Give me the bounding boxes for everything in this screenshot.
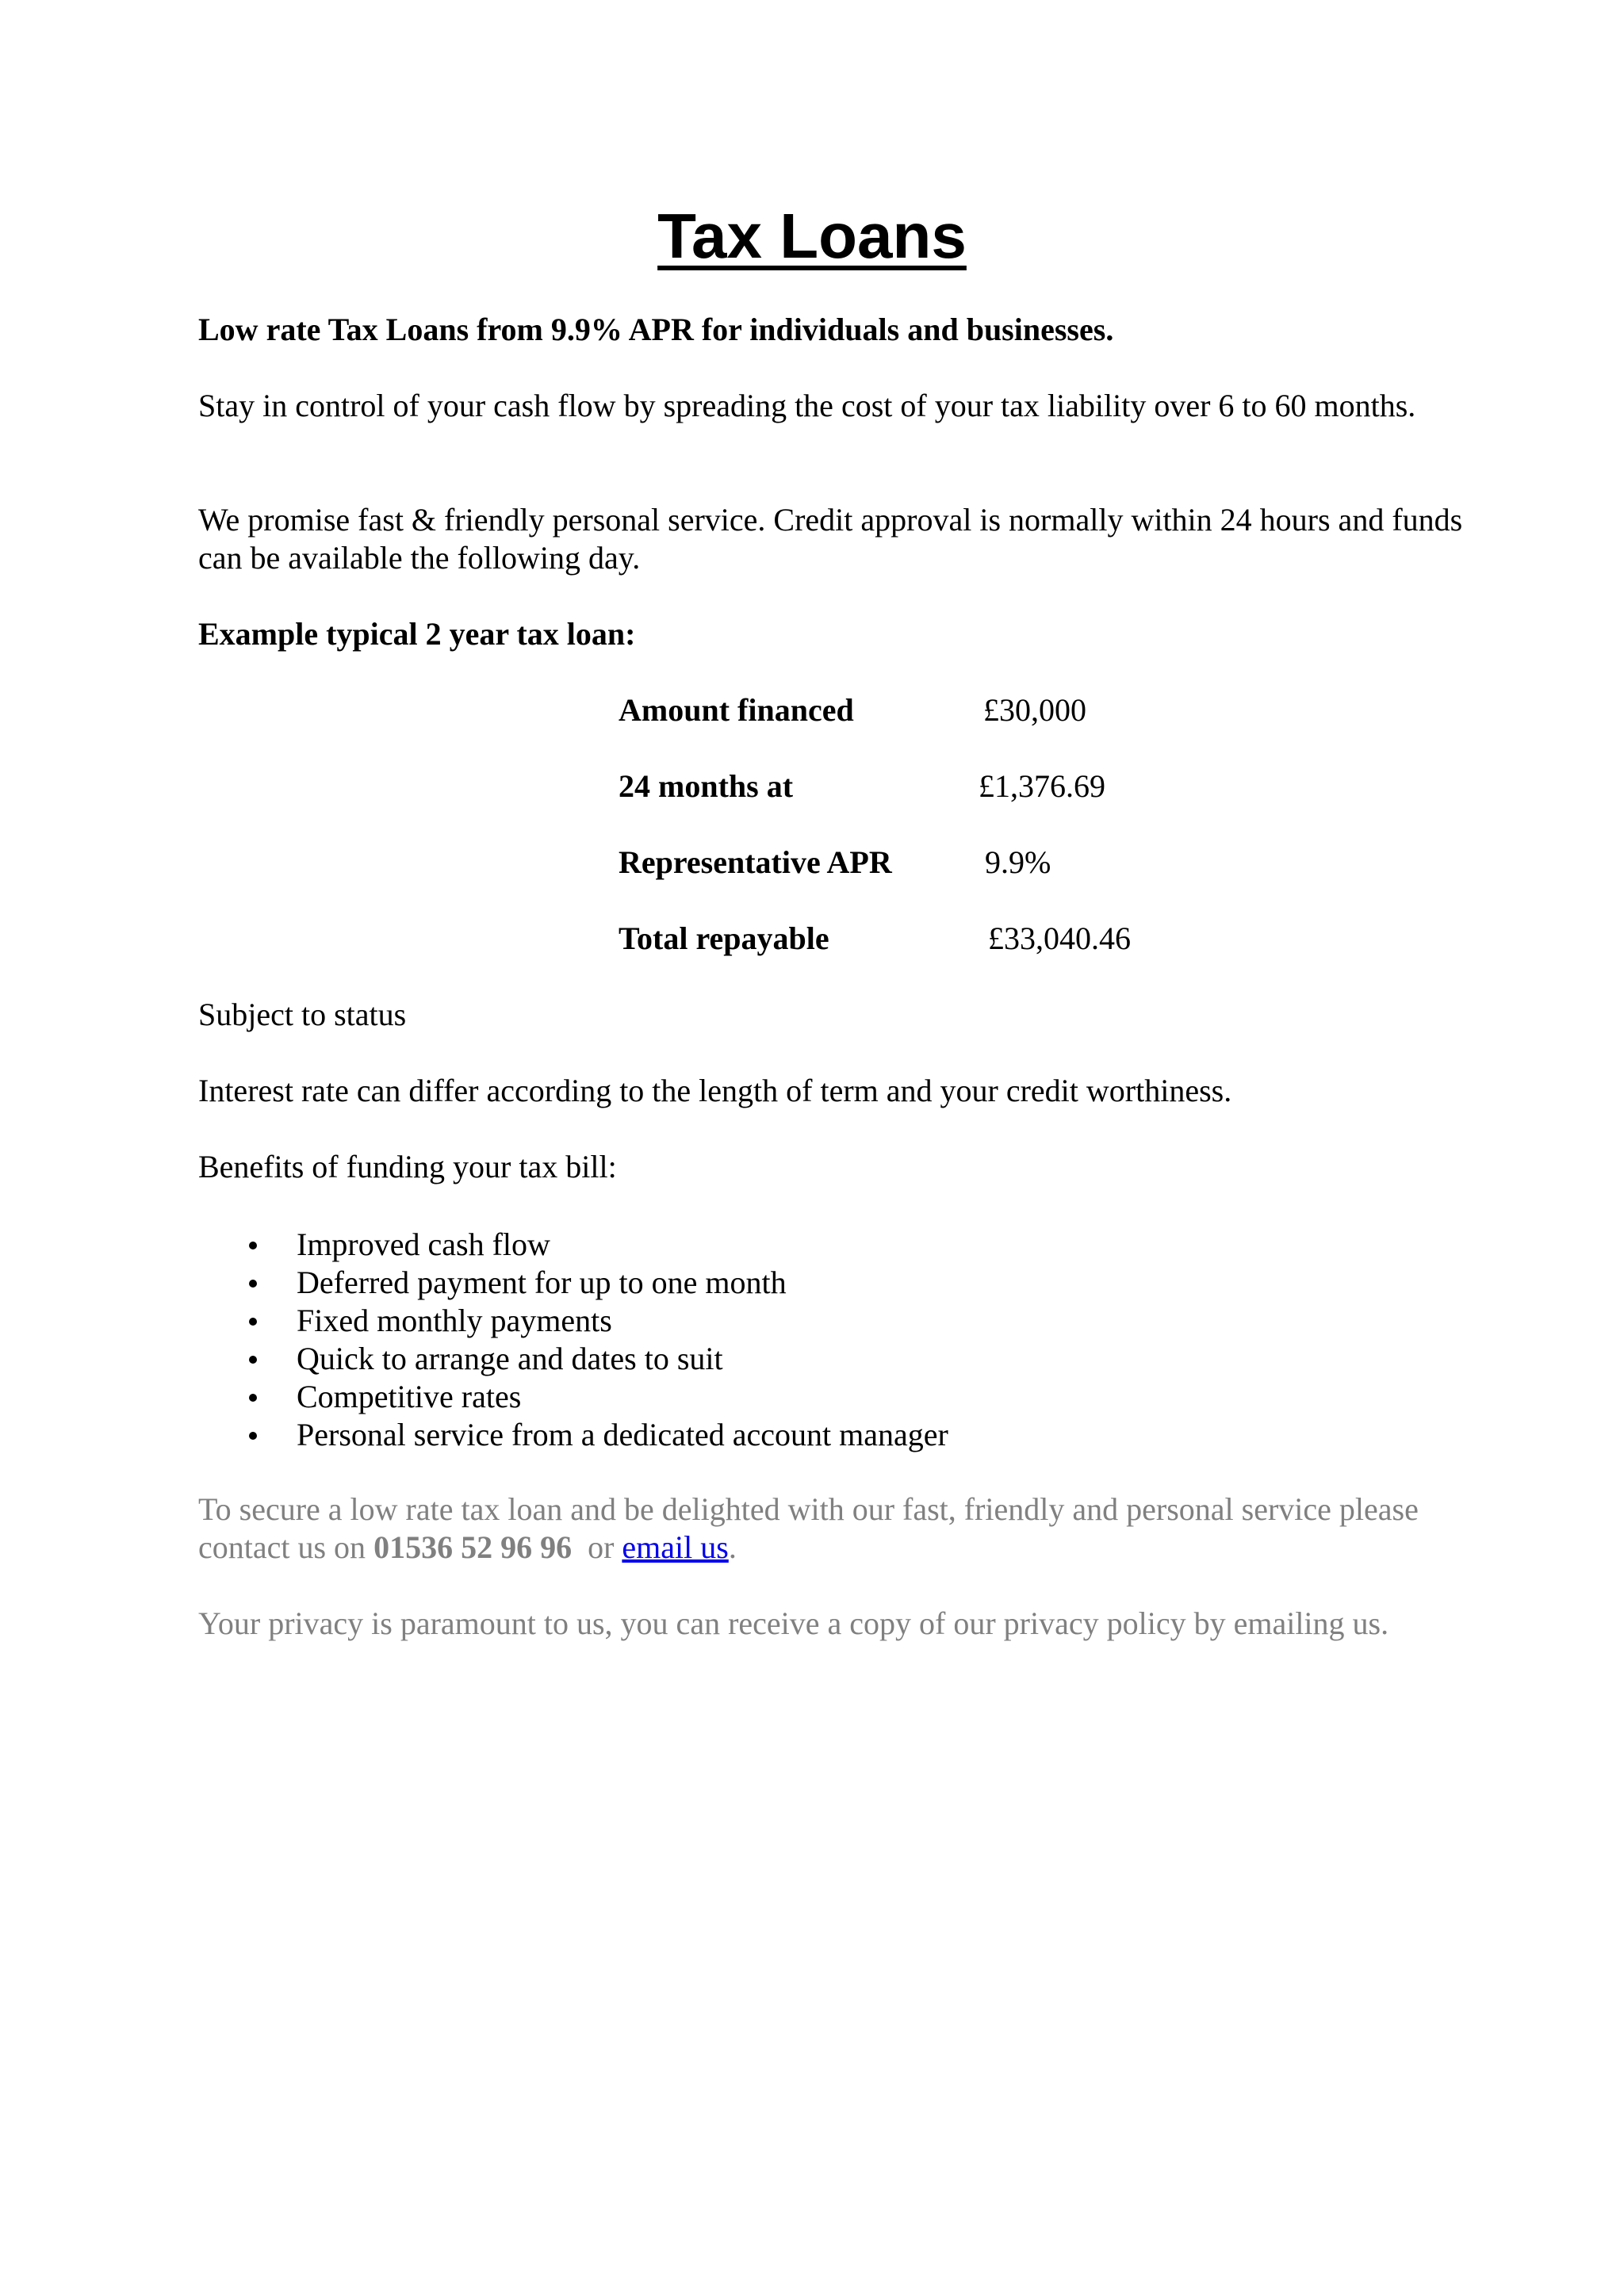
privacy-paragraph: Your privacy is paramount to us, you can receive a copy of our privacy policy by emailing us.: [198, 1605, 1389, 1641]
bullet-icon: [249, 1242, 257, 1249]
example-row-label: Total repayable: [619, 920, 829, 956]
headline: Low rate Tax Loans from 9.9% APR for individuals and businesses.: [198, 312, 1114, 347]
interest-note: Interest rate can differ according to the length of term and your credit worthiness.: [198, 1073, 1232, 1108]
list-item-text: Quick to arrange and dates to suit: [297, 1341, 723, 1376]
benefits-heading: Benefits of funding your tax bill:: [198, 1149, 617, 1184]
bullet-icon: [249, 1280, 257, 1288]
benefits-list: [198, 1226, 1483, 1454]
list-item-text: Personal service from a dedicated account manager: [297, 1417, 948, 1452]
contact-or-text: or: [572, 1529, 622, 1565]
list-item: [198, 1416, 1483, 1454]
contact-phone[interactable]: 01536 52 96 96: [373, 1529, 573, 1565]
example-row-value: £1,376.69: [979, 768, 1105, 804]
paragraph-service: We promise fast & friendly personal service. Credit approval is normally within 24 hours and funds can be available the following day.: [198, 502, 1463, 576]
bullet-icon: [249, 1318, 257, 1326]
contact-intro: To secure a low rate tax loan and be delighted with our fast, friendly and personal service please contact us on: [198, 1491, 1419, 1565]
bullet-icon: [249, 1394, 257, 1402]
bullet-icon: [249, 1356, 257, 1364]
email-us-link[interactable]: email us: [622, 1529, 729, 1565]
example-row-value: 9.9%: [985, 844, 1051, 880]
list-item-text: Improved cash flow: [297, 1226, 550, 1262]
list-item-text: Deferred payment for up to one month: [297, 1265, 787, 1300]
contact-paragraph: [198, 1490, 1483, 1567]
contact-end: .: [728, 1529, 737, 1565]
subject-to-status: Subject to status: [198, 997, 407, 1032]
paragraph-cash-flow: Stay in control of your cash flow by spreading the cost of your tax liability over 6 to 60 months.: [198, 388, 1416, 423]
example-row-amount: [619, 691, 1411, 729]
example-row-label: Representative APR: [619, 844, 892, 880]
example-row-apr: [619, 844, 1411, 882]
list-item-text: Fixed monthly payments: [297, 1303, 612, 1338]
example-heading: Example typical 2 year tax loan:: [198, 616, 636, 652]
page-title: [0, 197, 1624, 276]
example-row-label: 24 months at: [619, 768, 794, 804]
list-item: [198, 1302, 1483, 1340]
list-item-text: Competitive rates: [297, 1379, 522, 1414]
example-row-total: [619, 920, 1411, 958]
page-title-text: Tax Loans: [657, 201, 967, 271]
example-row-value: £33,040.46: [988, 920, 1131, 956]
list-item: [198, 1226, 1483, 1264]
example-row-months: [619, 767, 1411, 806]
list-item: [198, 1264, 1483, 1302]
list-item: [198, 1378, 1483, 1416]
example-row-value: £30,000: [983, 692, 1086, 728]
bullet-icon: [249, 1432, 257, 1440]
example-row-label: Amount financed: [619, 692, 854, 728]
list-item: [198, 1340, 1483, 1378]
